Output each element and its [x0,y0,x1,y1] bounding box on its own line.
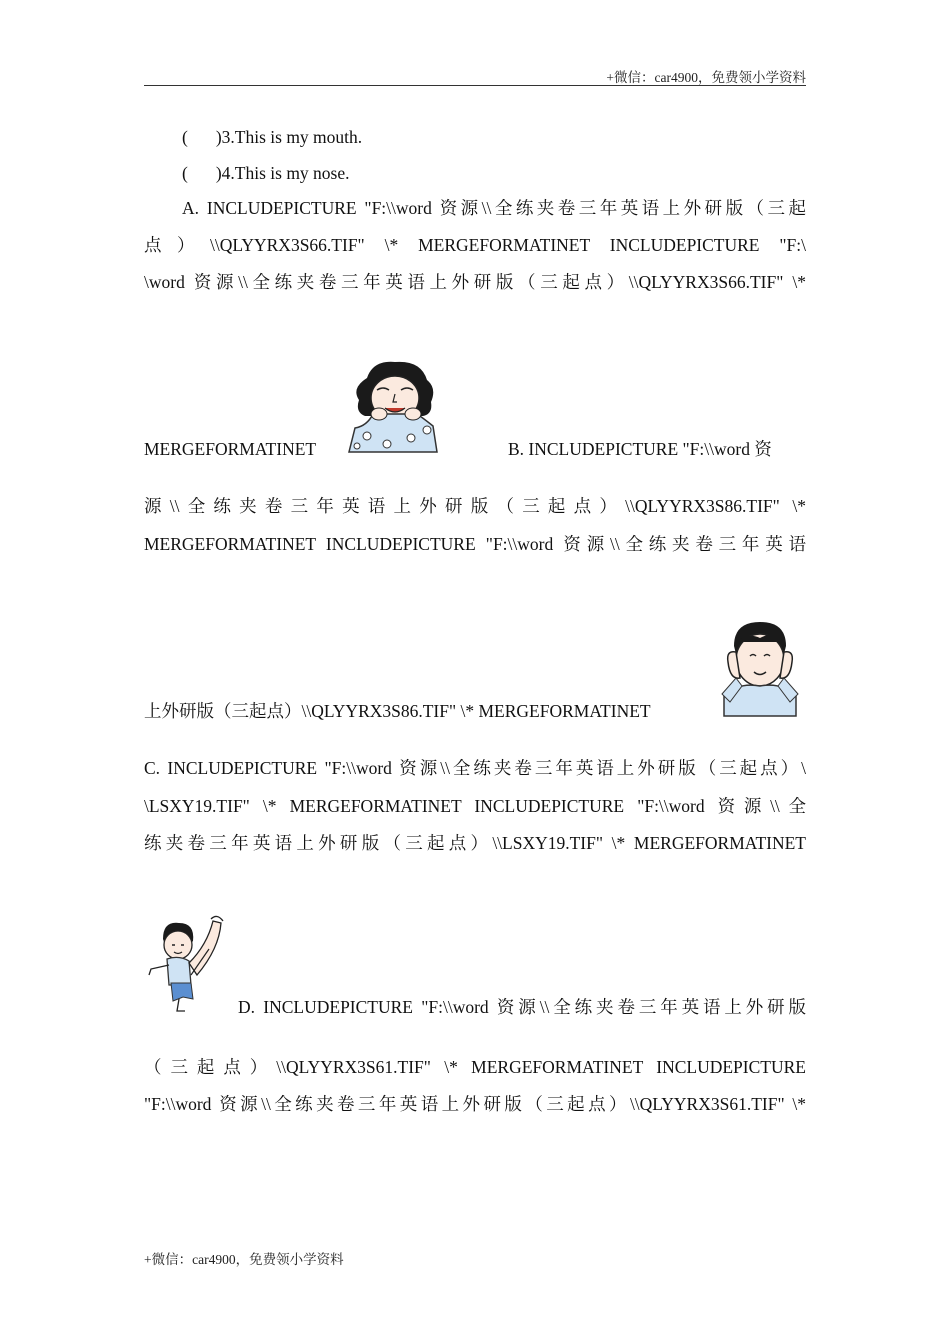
option-a-line-2: 点）\\QLYYRX3S66.TIF" \* MERGEFORMATINET INCLUDEPICTURE "F:\ [144,235,806,255]
question-4-paren: ( [182,163,188,183]
option-a-line-1: A. INCLUDEPICTURE "F:\\word 资源\\全练夹卷三年英语上外研版（三起 [182,198,806,218]
option-c-image [143,915,229,1013]
option-b-line-4: 上外研版（三起点）\\QLYYRX3S86.TIF" \* MERGEFORMATINET [144,701,651,721]
option-d-line-2: （三起点）\\QLYYRX3S61.TIF" \* MERGEFORMATINET INCLUDEPICTURE [144,1057,806,1077]
question-4 [182,162,806,184]
option-b-image [718,616,802,718]
question-3 [182,126,806,148]
header-divider [144,85,806,86]
option-b-line-1: B. INCLUDEPICTURE "F:\\word 资 [508,439,772,459]
option-d-line-1: D. INCLUDEPICTURE "F:\\word 资源\\全练夹卷三年英语上外研版 [238,997,806,1017]
option-b-line-3: MERGEFORMATINET INCLUDEPICTURE "F:\\word 资源\\全练夹卷三年英语 [144,534,806,554]
option-c-line-3: 练夹卷三年英语上外研版（三起点）\\LSXY19.TIF" \* MERGEFORMATINET [144,833,806,853]
question-4-text: )4.This is my nose. [215,163,350,183]
question-3-paren: ( [182,127,188,147]
option-c-line-2: \LSXY19.TIF" \* MERGEFORMATINET INCLUDEPICTURE "F:\\word 资源\\全 [144,796,806,816]
option-a-line-4: MERGEFORMATINET [144,439,317,459]
option-a-image [337,356,449,456]
boy-touching-foot-illustration [143,915,229,1013]
option-b-line-2: 源\\全练夹卷三年英语上外研版（三起点）\\QLYYRX3S86.TIF" \* [144,496,806,516]
option-a-line-3: \word 资源\\全练夹卷三年英语上外研版（三起点）\\QLYYRX3S66.TIF" \* [144,272,806,292]
option-c-line-1: C. INCLUDEPICTURE "F:\\word 资源\\全练夹卷三年英语上外研版（三起点）\ [144,758,806,778]
page-footer: +微信：car4900，免费领小学资料 [144,1252,344,1267]
option-d-line-3: "F:\\word 资源\\全练夹卷三年英语上外研版（三起点）\\QLYYRX3S61.TIF" \* [144,1094,806,1114]
boy-covering-ears-illustration [718,616,802,718]
question-3-text: )3.This is my mouth. [215,127,363,147]
page-header: +微信：car4900，免费领小学资料 [606,70,806,85]
girl-touching-mouth-illustration [337,356,449,456]
